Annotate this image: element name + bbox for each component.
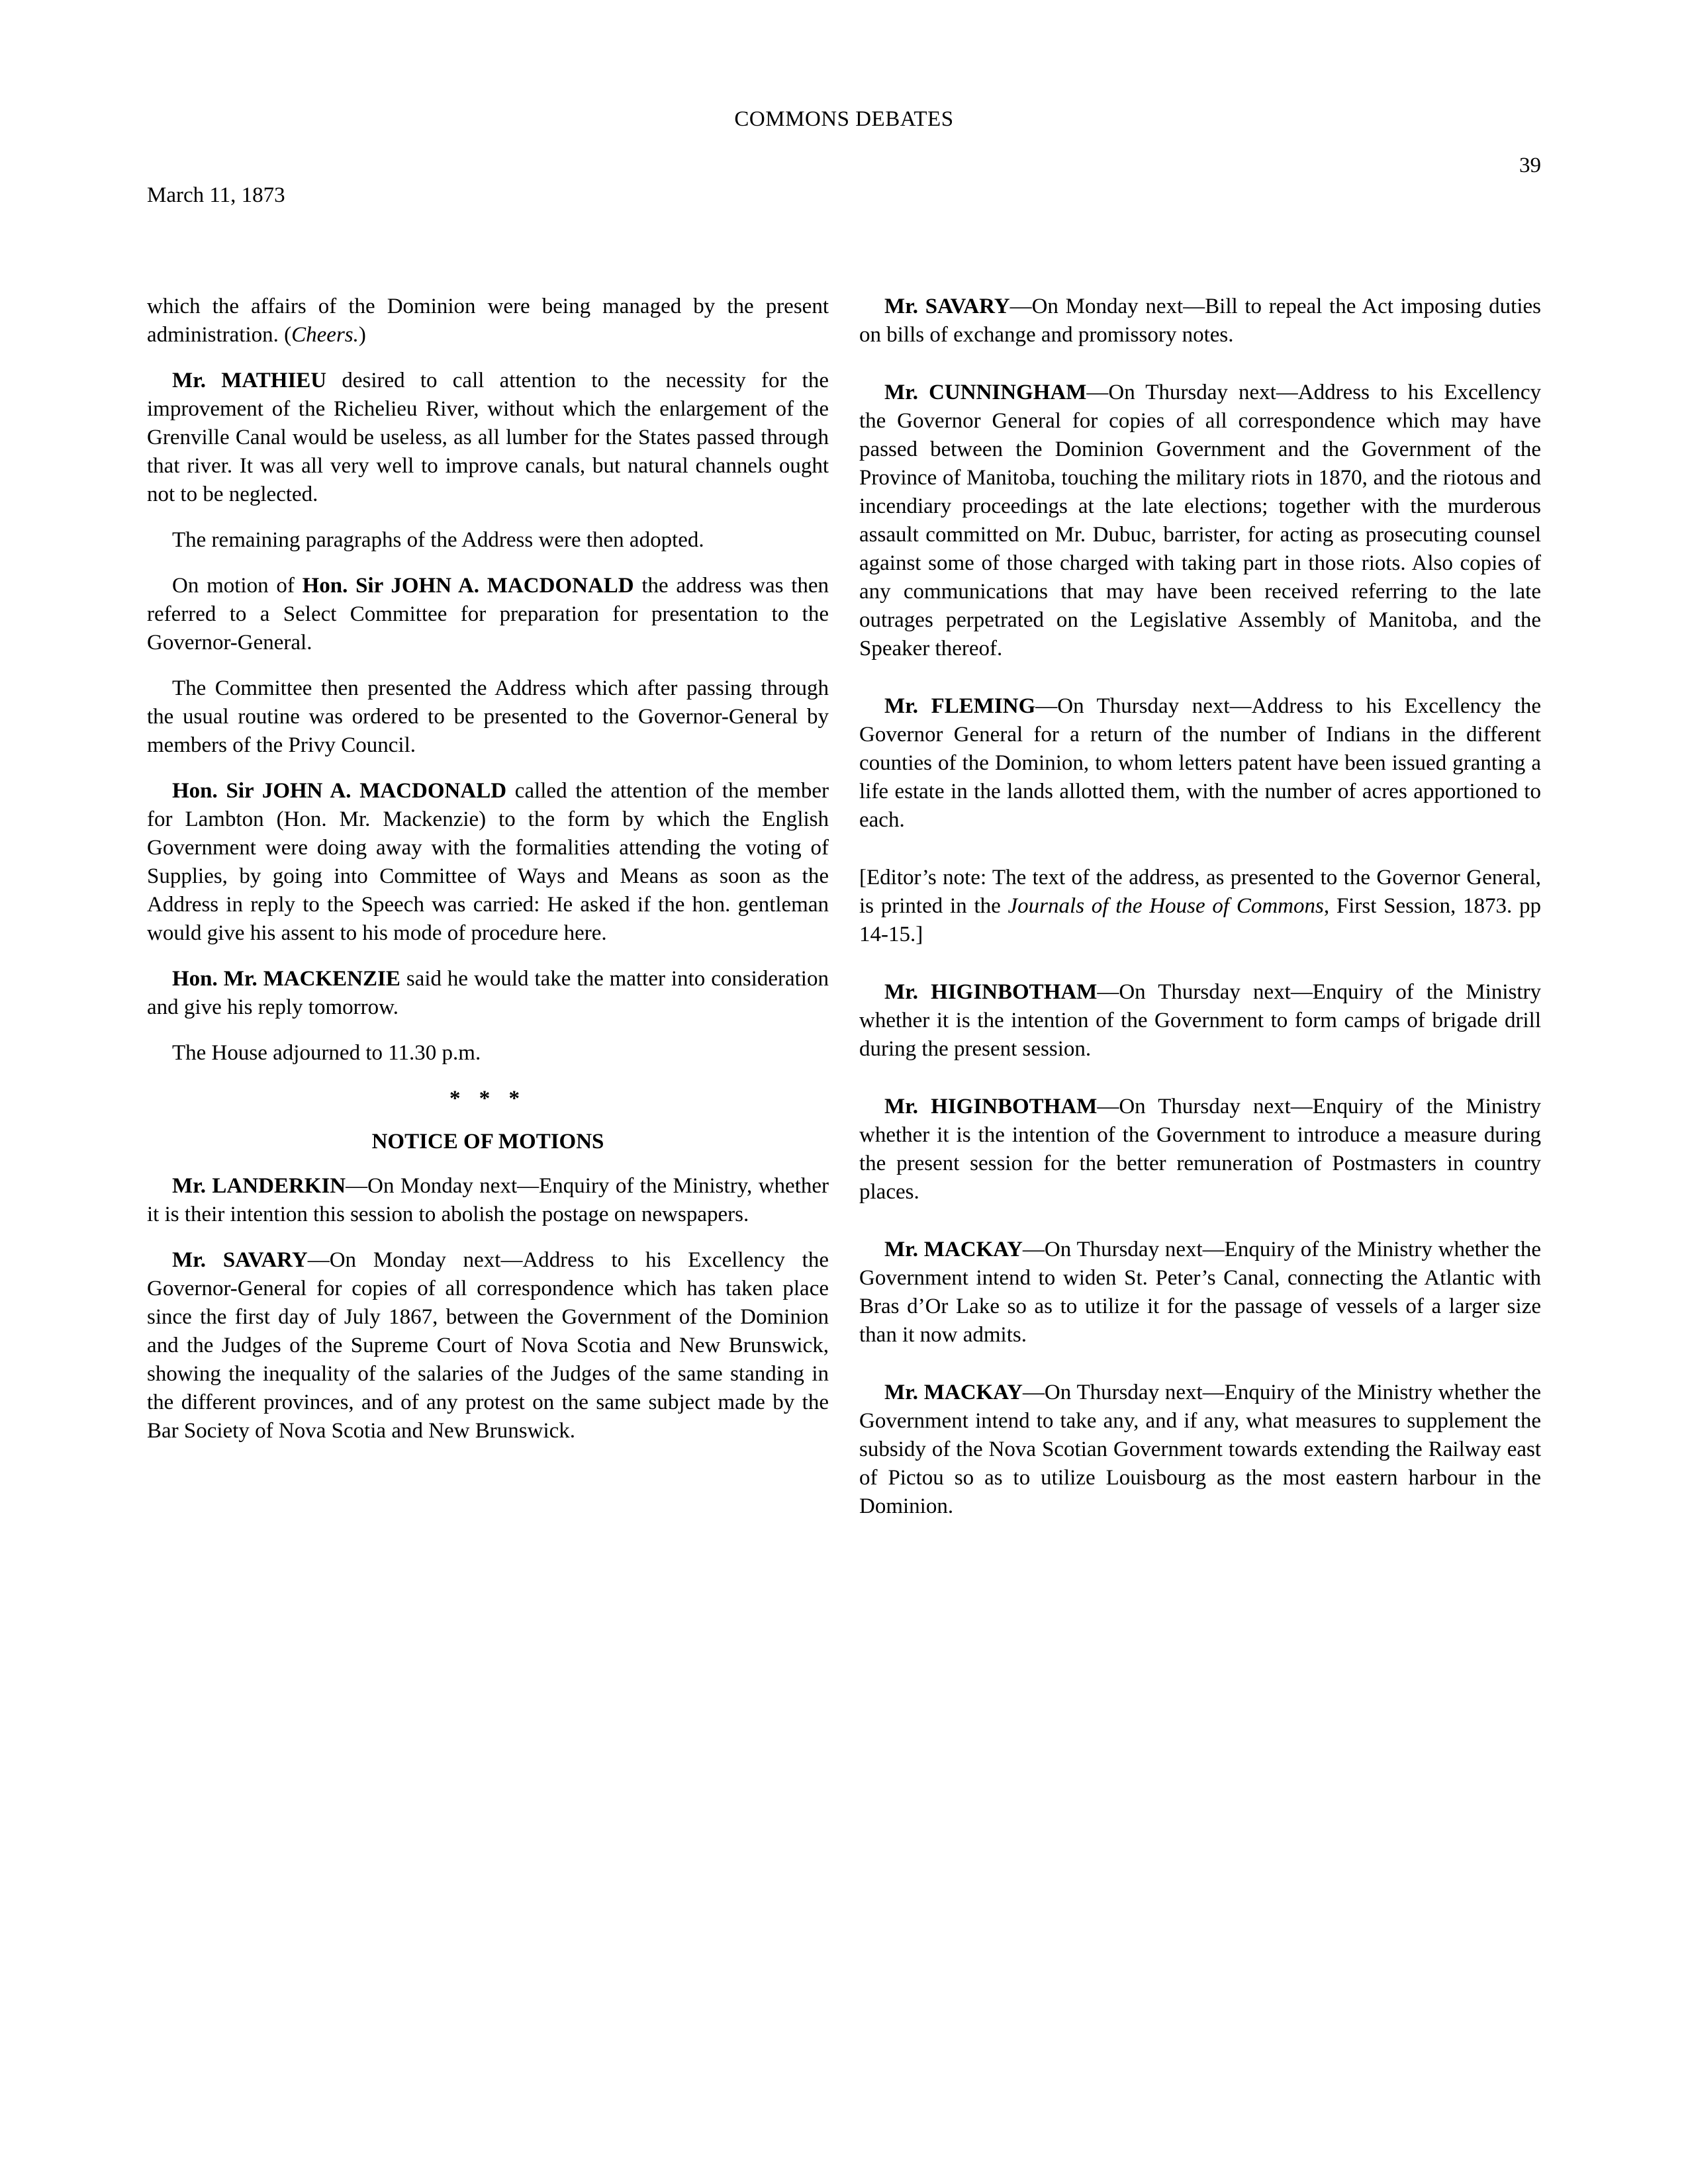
- speaker-name: Mr. CUNNINGHAM: [884, 381, 1087, 404]
- paragraph: On motion of Hon. Sir JOHN A. MACDONALD the address was then referred to a Select Committee for preparation for presentation to the Governor-General.: [147, 574, 829, 655]
- paragraph: Mr. MACKAY—On Thursday next—Enquiry of the Ministry whether the Government intend to widen St. Peter’s Canal, connecting the Atlantic with Bras d’Or Lake so as to utilize it for the passage of vessels of a larger size than it now admits.: [859, 1238, 1541, 1347]
- speaker-name: Mr. MACKAY: [884, 1238, 1023, 1261]
- speaker-name: Hon. Sir JOHN A. MACDONALD: [302, 574, 634, 598]
- paragraph: Mr. SAVARY—On Monday next—Bill to repeal the Act imposing duties on bills of exchange and promissory notes.: [859, 295, 1541, 347]
- paragraph: The Committee then presented the Address which after passing through the usual routine was ordered to be presented to the Governor-General by members of the Privy Council.: [147, 676, 829, 757]
- editors-note: [Editor’s note: The text of the address, as presented to the Governor General, is printed in the Journals of the House of Commons, First Session, 1873. pp 14-15.]: [859, 866, 1542, 946]
- speaker-name: Mr. LANDERKIN: [172, 1174, 346, 1198]
- speaker-name: Mr. MACKAY: [884, 1381, 1023, 1404]
- paragraph: Mr. FLEMING—On Thursday next—Address to his Excellency the Governor General for a return of the number of Indians in the different counties of the Dominion, to whom letters patent have been issued granting a life estate in the lands allotted them, with the number of acres apportioned to each.: [859, 694, 1542, 832]
- italic-text: Journals of the House of Commons: [1008, 894, 1324, 918]
- italic-text: Cheers.: [291, 323, 359, 347]
- speaker-name: Mr. MATHIEU: [172, 369, 327, 392]
- paragraph: which the affairs of the Dominion were being managed by the present administration. (Cheers.): [147, 295, 829, 347]
- paragraph: Mr. CUNNINGHAM—On Thursday next—Address to his Excellency the Governor General for copies of all correspondence which may have passed between the Dominion Government and the Government of the Province of Manitoba, touching the military riots in 1870, and the riotous and incendiary proceedings at the late elections; together with the murderous assault committed on Mr. Dubuc, barrister, for acting as prosecuting counsel against some of those charged with taking part in those riots. Also copies of any communications that may have been received referring to the late outrages perpetrated on the Legislative Assembly of Manitoba, and the Speaker thereof.: [859, 381, 1541, 660]
- speaker-name: Mr. SAVARY: [172, 1248, 308, 1272]
- speaker-name: Mr. HIGINBOTHAM: [884, 980, 1098, 1004]
- speaker-name: Mr. FLEMING: [884, 694, 1036, 718]
- paragraph: Hon. Sir JOHN A. MACDONALD called the attention of the member for Lambton (Hon. Mr. Mackenzie) to the form by which the English Government were doing away with the formalities attending the voting of Supplies, by going into Committee of Ways and Means as soon as the Address in reply to the Speech was carried: He asked if the hon. gentleman would give his assent to his mode of procedure here.: [147, 779, 829, 945]
- issue-date: March 11, 1873: [147, 183, 285, 207]
- speaker-name: Hon. Sir JOHN A. MACDONALD: [172, 779, 507, 803]
- running-head: COMMONS DEBATES: [734, 107, 954, 131]
- left-column: [147, 293, 829, 1463]
- paragraph: Mr. MATHIEU desired to call attention to the necessity for the improvement of the Richelieu River, without which the enlargement of the Grenville Canal would be useless, as all lumber for the States passed through that river. It was all very well to improve canals, but natural channels ought not to be neglected.: [147, 369, 829, 506]
- paragraph: The remaining paragraphs of the Address were then adopted.: [172, 528, 704, 552]
- right-column: [859, 293, 1541, 1538]
- paragraph: Mr. HIGINBOTHAM—On Thursday next—Enquiry of the Ministry whether it is the intention of the Government to introduce a measure during the present session for the better remuneration of Postmasters in country places.: [859, 1095, 1541, 1204]
- paragraph: Mr. HIGINBOTHAM—On Thursday next—Enquiry of the Ministry whether it is the intention of the Government to form camps of brigade drill during the present session.: [859, 980, 1541, 1061]
- page-number: 39: [1519, 154, 1541, 177]
- paragraph: Mr. LANDERKIN—On Monday next—Enquiry of the Ministry, whether it is their intention this session to abolish the postage on newspapers.: [147, 1174, 829, 1226]
- paragraph: Mr. MACKAY—On Thursday next—Enquiry of the Ministry whether the Government intend to take any, and if any, what measures to supplement the subsidy of the Nova Scotian Government towards extending the Railway east of Pictou so as to utilize Louisbourg as the most eastern harbour in the Dominion.: [859, 1381, 1541, 1518]
- speaker-name: Hon. Mr. MACKENZIE: [172, 967, 400, 991]
- paragraph: Mr. SAVARY—On Monday next—Address to his Excellency the Governor-General for copies of all correspondence which has taken place since the first day of July 1867, between the Government of the Dominion and the Judges of the Supreme Court of Nova Scotia and New Brunswick, showing the inequality of the salaries of the Judges of the same standing in the different provinces, and of any protest on the same subject made by the Bar Society of Nova Scotia and New Brunswick.: [147, 1248, 829, 1443]
- section-separator: * * *: [449, 1087, 526, 1111]
- speaker-name: Mr. SAVARY: [884, 295, 1010, 318]
- speaker-name: Mr. HIGINBOTHAM: [884, 1095, 1098, 1118]
- paragraph: Hon. Mr. MACKENZIE said he would take the matter into consideration and give his reply tomorrow.: [147, 967, 829, 1019]
- paragraph: The House adjourned to 11.30 p.m.: [172, 1041, 481, 1065]
- section-heading: NOTICE OF MOTIONS: [371, 1130, 604, 1154]
